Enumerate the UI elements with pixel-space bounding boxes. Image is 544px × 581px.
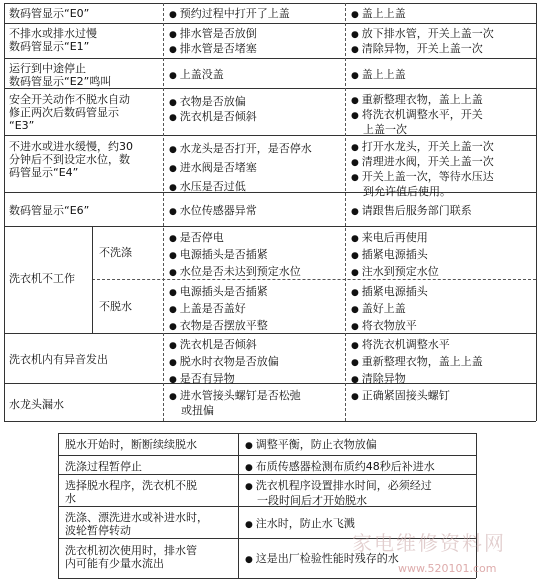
t1-problem-e0: 数码管显示“E0” (9, 7, 90, 20)
watermark-url: www.520101.com (398, 562, 497, 575)
t1-causes-e0: ● 预约过程中打开了上盖 (166, 5, 344, 24)
t1-causes-no-spin: ● 电源插头是否插紧 ● 上盖是否盖好 ● 衣物是否摆放平整 (166, 282, 344, 337)
t1-problem-e1: 不排水或排水过慢 数码管显示“E1” (9, 27, 97, 53)
t1-causes-no-wash: ● 是否停电 ● 电源插头是否插紧 ● 水位是否未达到预定水位 (166, 228, 344, 283)
t1-solutions-e3: ● 重新整理衣物，盖上上盖 ● 将洗衣机调整水平，开关 上盖一次 (348, 91, 535, 138)
t1-solutions-e6: ● 请跟售后服务部门联系 (348, 202, 535, 221)
t1-solutions-e0: ● 盖上上盖 (348, 5, 535, 24)
t2-situation-3: 洗涤、漂洗进水或补进水时， 波轮暂停转动 (65, 511, 208, 537)
t1-causes-e2: ● 上盖没盖 (166, 66, 344, 85)
t1-problem-e3: 安全开关动作不脱水自动 修正两次后数码管显示 “E3” (9, 93, 130, 132)
t2-explanation-1: ● 布质传感器检测布质约48秒后补进水 (242, 458, 475, 477)
t1-causes-e6: ● 水位传感器异常 (166, 202, 344, 221)
t2-situation-0: 脱水开始时，断断续续脱水 (65, 438, 197, 451)
t1-problem-not-working: 洗衣机不工作 (9, 272, 75, 285)
t1-causes-e3: ● 衣物是否放偏 ● 洗衣机是否倾斜 (166, 93, 344, 127)
watermark-text: 家电维修资料网 (352, 531, 506, 555)
t1-causes-e1: ● 排水管是否放倒 ● 排水管是否堵塞 (166, 25, 344, 59)
t2-situation-1: 洗涤过程暂停止 (65, 460, 142, 473)
t1-causes-tap-leak: ● 进水管接头螺钉是否松弛 或扭偏 (166, 387, 344, 419)
t1-solutions-e1: ● 放下排水管，开关上盖一次 ● 清除异物，开关上盖一次 (348, 25, 535, 59)
t1-solutions-no-spin: ● 插紧电源插头 ● 盖好上盖 ● 将衣物放平 (348, 282, 535, 337)
t1-problem-e4: 不进水或进水缓慢，约30 分钟后不到设定水位，数 码管显示“E4” (9, 140, 133, 179)
t2-explanation-3: ● 注水时，防止水飞溅 (242, 515, 475, 534)
t1-solutions-e4: ● 打开水龙头，开关上盖一次 ● 清理进水阀，开关上盖一次 ● 开关上盖一次，等待水压达 到允许值后使用。 (348, 138, 535, 200)
t2-explanation-2: ● 洗衣机程序设置排水时间，必须经过 一段时间后才开始脱水 (242, 477, 475, 509)
t1-solutions-tap-leak: ● 正确紧固接头螺钉 (348, 387, 535, 406)
t2-situation-2: 选择脱水程序，洗衣机不脱 水 (65, 479, 197, 505)
t2-explanation-0: ● 调整平衡，防止衣物放偏 (242, 436, 475, 455)
t1-problem-e2: 运行到中途停止 数码管显示“E2”鸣叫 (9, 62, 112, 88)
t2-explanation-4: ● 这是出厂检验性能时残存的水 (242, 550, 475, 569)
t1-causes-noise: ● 洗衣机是否倾斜 ● 脱水时衣物是否放偏 ● 是否有异物 (166, 335, 344, 390)
t1-solutions-noise: ● 将洗衣机调整水平 ● 重新整理衣物，盖上上盖 ● 清除异物 (348, 335, 535, 390)
t1-problem-tap-leak: 水龙头漏水 (9, 398, 64, 411)
t1-causes-e4: ● 水龙头是否打开，是否停水 ● 进水阀是否堵塞 ● 水压是否过低 (166, 138, 344, 199)
t1-problem-e6: 数码管显示“E6” (9, 204, 90, 217)
t2-situation-4: 洗衣机初次使用时，排水管 内可能有少量水流出 (65, 544, 197, 570)
t1-sub-no-spin: 不脱水 (99, 300, 132, 313)
t1-solutions-e2: ● 盖上上盖 (348, 66, 535, 85)
t1-solutions-no-wash: ● 来电后再使用 ● 插紧电源插头 ● 注水到预定水位 (348, 228, 535, 283)
t1-sub-no-wash: 不洗涤 (99, 246, 132, 259)
t1-problem-noise: 洗衣机内有异音发出 (9, 353, 108, 366)
